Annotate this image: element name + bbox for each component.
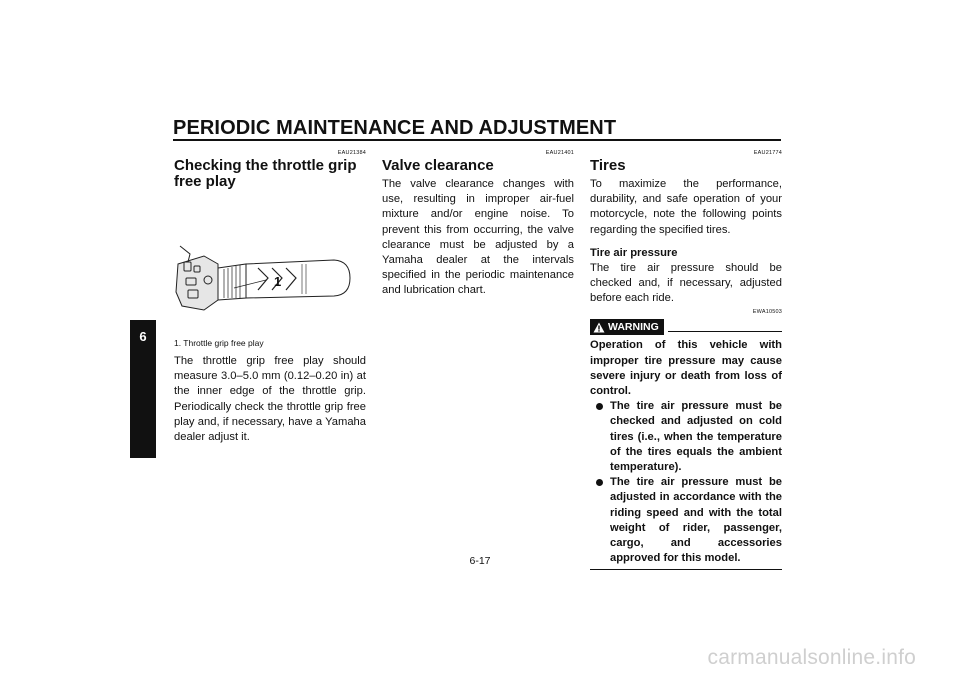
warning-triangle-icon — [593, 322, 605, 333]
warning-divider — [668, 331, 782, 332]
tires-heading: Tires — [590, 157, 626, 174]
section-code: EAU21401 — [545, 150, 574, 156]
throttle-section — [174, 150, 366, 445]
throttle-grip-drawing — [174, 234, 354, 316]
page-header: PERIODIC MAINTENANCE AND ADJUSTMENT — [173, 117, 617, 139]
tires-intro: To maximize the performance, durability, and safe operation of your motorcycle, note the following points regarding the specified tires. — [590, 178, 782, 236]
warning-bullets — [590, 399, 782, 566]
bullet-text: The tire air pressure must be checked and adjusted on cold tires (i.e., when the temperature of the tires equals the ambient temperature). — [610, 400, 782, 474]
warning-text: Operation of this vehicle with improper tire pressure may cause severe injury or death from loss of control. — [590, 339, 782, 398]
callout-label: 1 — [274, 274, 282, 289]
tire-pressure-text: The tire air pressure should be checked and, if necessary, adjusted before each ride. — [590, 261, 782, 305]
watermark: carmanualsonline.info — [707, 646, 916, 669]
valve-heading: Valve clearance — [382, 157, 494, 174]
section-code: EAU21384 — [337, 150, 366, 156]
bullet-icon — [596, 403, 603, 410]
tires-section — [590, 150, 782, 570]
figure-caption: 1. Throttle grip free play — [174, 338, 264, 348]
warning-code: EWA10503 — [752, 309, 782, 316]
tire-pressure-subhead: Tire air pressure — [590, 246, 678, 259]
section-code: EAU21774 — [753, 150, 782, 156]
bullet-icon — [596, 479, 603, 486]
throttle-body: The throttle grip free play should measure 3.0–5.0 mm (0.12–0.20 in) at the inner edge of the throttle grip. Periodically check the throttle grip free play and, if necessary, have a Yamaha dealer adjust it. — [174, 355, 366, 444]
warning-badge — [590, 319, 664, 335]
warning-label: WARNING — [608, 321, 659, 334]
valve-section — [382, 150, 574, 299]
list-item — [590, 475, 782, 566]
list-item — [590, 399, 782, 475]
header-rule — [173, 139, 781, 141]
chapter-tab — [130, 320, 156, 458]
throttle-heading: Checking the throttle grip free play — [174, 157, 357, 190]
valve-body: The valve clearance changes with use, resulting in improper air-fuel mixture and/or engine noise. To prevent this from occurring, the valve clearance must be adjusted by a Yamaha dealer at the intervals specified in the periodic maintenance and lubrication chart. — [382, 178, 574, 297]
warning-header — [590, 319, 782, 335]
page-number: 6-17 — [469, 555, 491, 567]
throttle-grip-illustration — [174, 234, 354, 316]
chapter-number: 6 — [139, 329, 147, 344]
bullet-text: The tire air pressure must be adjusted in accordance with the riding speed and with the total weight of rider, passenger, cargo, and accessories approved for this model. — [610, 476, 782, 565]
warning-end-rule — [590, 569, 782, 570]
